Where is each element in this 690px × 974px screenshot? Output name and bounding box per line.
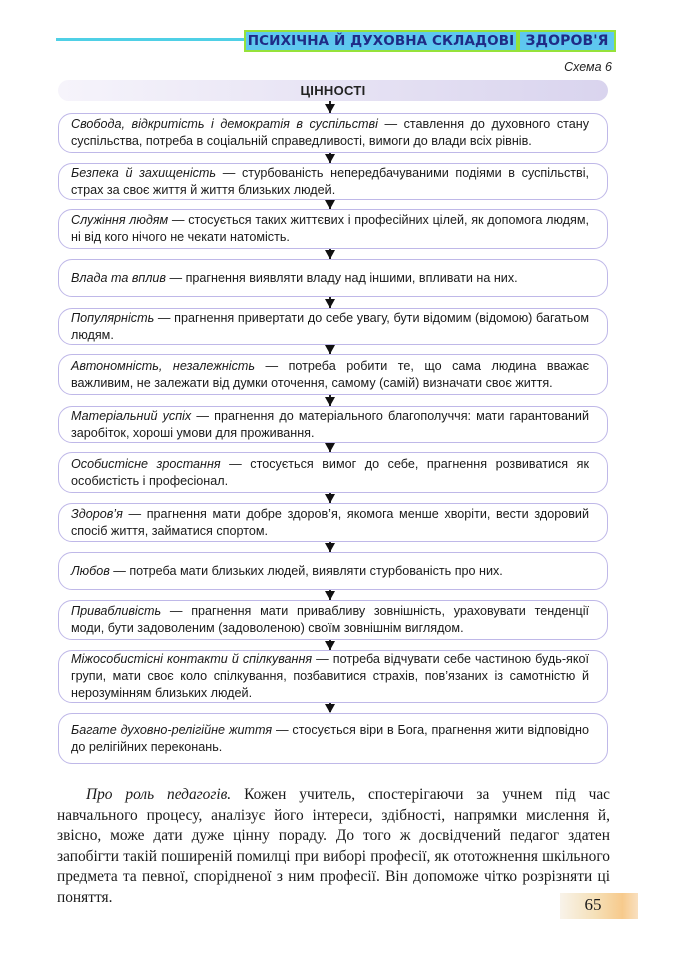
value-box	[58, 503, 608, 542]
value-box	[58, 354, 608, 395]
value-term: Багате духовно-релігійне життя	[71, 722, 273, 737]
value-description: — потреба робити те, що сама людина вважає важливим, не залежати від думки оточення, самому (самій) визначати своє життя.	[71, 358, 590, 390]
arrow-down-icon	[325, 345, 335, 354]
value-term: Служіння людям	[71, 213, 169, 227]
value-box	[58, 209, 608, 249]
value-box	[58, 113, 608, 153]
value-term: Любов	[71, 563, 110, 578]
value-description: — стосується вимог до себе, прагнення розвиватися як особистість і професіонал.	[71, 456, 589, 488]
paragraph-lead: Про роль педагогів.	[86, 786, 232, 803]
value-term: Особистісне зростання	[71, 456, 221, 471]
value-box	[58, 600, 608, 640]
arrow-down-icon	[325, 704, 335, 713]
value-box	[58, 713, 608, 764]
value-description: — прагнення привертати до себе увагу, бути відомим (відомою) багатьом людям.	[71, 310, 589, 342]
arrow-down-icon	[325, 543, 335, 552]
arrow-down-icon	[325, 591, 335, 600]
value-box	[58, 308, 608, 345]
value-term: Міжособистісні контакти й спілкування	[71, 652, 313, 666]
value-box	[58, 650, 608, 703]
header-title-part2: ЗДОРОВ'Я	[525, 33, 609, 49]
body-paragraph	[57, 785, 610, 908]
header-rule	[56, 38, 248, 41]
arrow-down-icon	[325, 250, 335, 259]
value-description: — стосується віри в Бога, прагнення жити відповідно до релігійних переконань.	[71, 722, 589, 754]
value-description: — потреба мати близьких людей, виявляти стурбованість про них.	[109, 563, 503, 578]
paragraph-text: Кожен учитель, спостерігаючи за учнем під час навчального процесу, аналізує його інтереси, здібності, напрямки мислення й, звісно, може дати дуже цінну пораду. До того ж досвідчений педагог здатен запобігти такій поширеній помилці при виборі професії, як ототожнення шкільного предмета та певної, спорідненої з ним професії. Він допоможе чітко розрізняти ці поняття.	[57, 786, 610, 906]
arrow-down-icon	[325, 299, 335, 308]
value-box	[58, 552, 608, 590]
value-term: Здоров’я	[71, 506, 123, 521]
schema-label: Схема 6	[564, 60, 612, 74]
value-term: Влада та вплив	[71, 270, 167, 285]
header-title-part1: ПСИХІЧНА Й ДУХОВНА СКЛАДОВІ	[247, 33, 515, 49]
value-term: Привабливість	[71, 604, 162, 618]
header-title-box-2	[518, 30, 616, 52]
value-description: — прагнення мати привабливу зовнішність, ураховувати тенденції моди, бути задоволеним (задоволеною) своїм зовнішнім виглядом.	[71, 604, 589, 635]
value-box	[58, 452, 608, 493]
arrow-down-icon	[325, 200, 335, 209]
value-box	[58, 163, 608, 200]
value-description: — стурбованість непередбачуваними подіями в суспільстві, страх за своє життя й життя близьких людей.	[71, 165, 589, 197]
value-description: — ставлення до духовного стану суспільства, потреба в соціальній справедливості, вимоги до влади всіх рівнів.	[71, 117, 589, 148]
value-term: Безпека й захищеність	[71, 165, 217, 180]
arrow-down-icon	[325, 397, 335, 406]
values-title: ЦІННОСТІ	[300, 83, 366, 98]
page-number: 65	[584, 895, 602, 914]
arrow-down-icon	[325, 443, 335, 452]
arrow-down-icon	[325, 154, 335, 163]
value-term: Популярність	[71, 310, 155, 325]
value-term: Свобода, відкритість і демократія в суспільстві	[71, 117, 378, 131]
values-title-bar	[58, 80, 608, 101]
arrow-down-icon	[325, 641, 335, 650]
value-description: — потреба відчувати себе частиною будь-якої групи, мати своє коло спілкування, позбавитися страхів, пов’язаних із самотністю й нерозумінням близьких людей.	[71, 652, 589, 700]
value-description: — стосується таких життєвих і професійних цілей, як допомога людям, ні від кого нічого не чекати натомість.	[71, 213, 589, 244]
arrow-down-icon	[325, 104, 335, 113]
value-term: Автономність, незалежність	[71, 358, 256, 373]
header-title-box	[244, 30, 518, 52]
value-box	[58, 259, 608, 297]
value-term: Матеріальний успіх	[71, 408, 192, 423]
value-description: — прагнення до матеріального благополуччя: мати гарантований заробіток, хороші умови для проживання.	[71, 408, 589, 440]
value-description: — прагнення мати добре здоров’я, якомога менше хворіти, вести здоровий спосіб життя, займатися спортом.	[71, 506, 589, 538]
value-box	[58, 406, 608, 443]
value-description: — прагнення виявляти владу над іншими, впливати на них.	[166, 270, 518, 285]
arrow-down-icon	[325, 494, 335, 503]
